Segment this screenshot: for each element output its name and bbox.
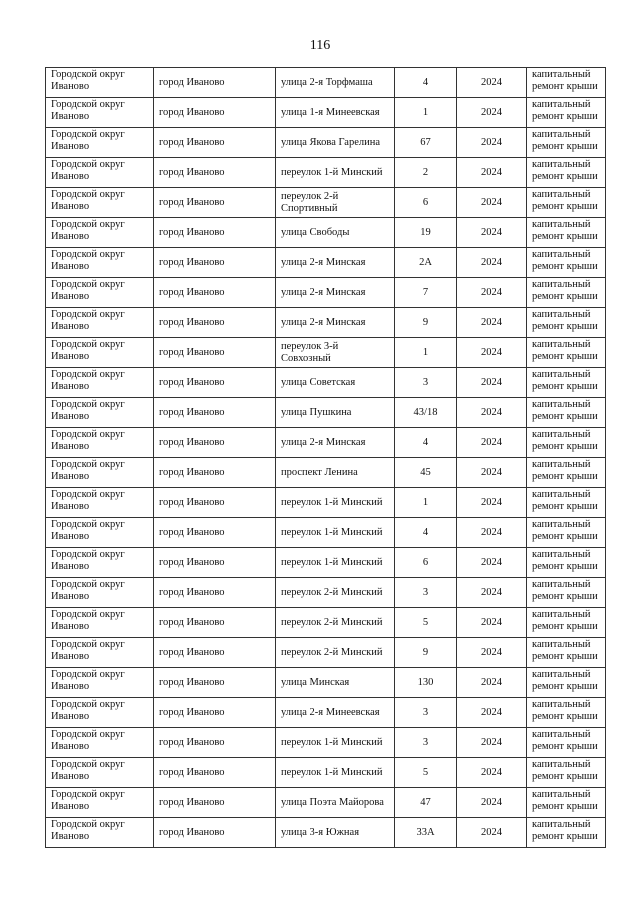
- year-cell: 2024: [457, 98, 527, 128]
- house-number-cell: 2: [395, 158, 457, 188]
- year-cell: 2024: [457, 308, 527, 338]
- work-type-cell: капитальный ремонт крыши: [527, 218, 606, 248]
- house-number-cell: 9: [395, 638, 457, 668]
- house-number-cell: 9: [395, 308, 457, 338]
- street-cell: улица 2-я Торфмаша: [276, 68, 395, 98]
- table-row: [46, 68, 606, 98]
- city-cell: город Иваново: [154, 188, 276, 218]
- work-type-cell: капитальный ремонт крыши: [527, 278, 606, 308]
- table-row: [46, 158, 606, 188]
- city-cell: город Иваново: [154, 338, 276, 368]
- year-cell: 2024: [457, 458, 527, 488]
- house-number-cell: 7: [395, 278, 457, 308]
- district-cell: Городской округ Иваново: [46, 248, 154, 278]
- district-cell: Городской округ Иваново: [46, 578, 154, 608]
- street-cell: улица Свободы: [276, 218, 395, 248]
- work-type-cell: капитальный ремонт крыши: [527, 458, 606, 488]
- year-cell: 2024: [457, 368, 527, 398]
- year-cell: 2024: [457, 218, 527, 248]
- table-row: [46, 638, 606, 668]
- table-row: [46, 278, 606, 308]
- district-cell: Городской округ Иваново: [46, 188, 154, 218]
- table-row: [46, 368, 606, 398]
- table-row: [46, 758, 606, 788]
- city-cell: город Иваново: [154, 428, 276, 458]
- table-row: [46, 188, 606, 218]
- work-type-cell: капитальный ремонт крыши: [527, 758, 606, 788]
- year-cell: 2024: [457, 668, 527, 698]
- house-number-cell: 5: [395, 608, 457, 638]
- city-cell: город Иваново: [154, 98, 276, 128]
- year-cell: 2024: [457, 638, 527, 668]
- house-number-cell: 4: [395, 68, 457, 98]
- table-row: [46, 728, 606, 758]
- city-cell: город Иваново: [154, 758, 276, 788]
- year-cell: 2024: [457, 608, 527, 638]
- city-cell: город Иваново: [154, 818, 276, 848]
- registry-table-body: [46, 68, 606, 848]
- table-row: [46, 128, 606, 158]
- district-cell: Городской округ Иваново: [46, 698, 154, 728]
- registry-table: [45, 67, 606, 848]
- street-cell: переулок 2-й Спортивный: [276, 188, 395, 218]
- city-cell: город Иваново: [154, 518, 276, 548]
- district-cell: Городской округ Иваново: [46, 818, 154, 848]
- city-cell: город Иваново: [154, 158, 276, 188]
- table-row: [46, 548, 606, 578]
- table-row: [46, 818, 606, 848]
- work-type-cell: капитальный ремонт крыши: [527, 68, 606, 98]
- street-cell: переулок 1-й Минский: [276, 758, 395, 788]
- city-cell: город Иваново: [154, 668, 276, 698]
- city-cell: город Иваново: [154, 698, 276, 728]
- district-cell: Городской округ Иваново: [46, 728, 154, 758]
- street-cell: переулок 3-й Совхозный: [276, 338, 395, 368]
- table-row: [46, 398, 606, 428]
- street-cell: улица 2-я Минская: [276, 248, 395, 278]
- district-cell: Городской округ Иваново: [46, 128, 154, 158]
- house-number-cell: 5: [395, 758, 457, 788]
- table-row: [46, 608, 606, 638]
- table-row: [46, 788, 606, 818]
- year-cell: 2024: [457, 728, 527, 758]
- city-cell: город Иваново: [154, 278, 276, 308]
- district-cell: Городской округ Иваново: [46, 98, 154, 128]
- work-type-cell: капитальный ремонт крыши: [527, 818, 606, 848]
- district-cell: Городской округ Иваново: [46, 458, 154, 488]
- table-row: [46, 248, 606, 278]
- house-number-cell: 19: [395, 218, 457, 248]
- house-number-cell: 1: [395, 488, 457, 518]
- house-number-cell: 6: [395, 548, 457, 578]
- house-number-cell: 4: [395, 428, 457, 458]
- table-row: [46, 458, 606, 488]
- table-row: [46, 338, 606, 368]
- city-cell: город Иваново: [154, 68, 276, 98]
- house-number-cell: 43/18: [395, 398, 457, 428]
- district-cell: Городской округ Иваново: [46, 308, 154, 338]
- house-number-cell: 3: [395, 368, 457, 398]
- district-cell: Городской округ Иваново: [46, 668, 154, 698]
- work-type-cell: капитальный ремонт крыши: [527, 668, 606, 698]
- table-row: [46, 218, 606, 248]
- table-row: [46, 668, 606, 698]
- house-number-cell: 3: [395, 578, 457, 608]
- work-type-cell: капитальный ремонт крыши: [527, 488, 606, 518]
- city-cell: город Иваново: [154, 368, 276, 398]
- city-cell: город Иваново: [154, 548, 276, 578]
- table-row: [46, 488, 606, 518]
- work-type-cell: капитальный ремонт крыши: [527, 188, 606, 218]
- work-type-cell: капитальный ремонт крыши: [527, 788, 606, 818]
- district-cell: Городской округ Иваново: [46, 338, 154, 368]
- table-row: [46, 518, 606, 548]
- year-cell: 2024: [457, 158, 527, 188]
- year-cell: 2024: [457, 698, 527, 728]
- table-row: [46, 308, 606, 338]
- house-number-cell: 130: [395, 668, 457, 698]
- street-cell: переулок 1-й Минский: [276, 518, 395, 548]
- table-row: [46, 98, 606, 128]
- city-cell: город Иваново: [154, 638, 276, 668]
- table-row: [46, 578, 606, 608]
- house-number-cell: 1: [395, 338, 457, 368]
- district-cell: Городской округ Иваново: [46, 428, 154, 458]
- work-type-cell: капитальный ремонт крыши: [527, 398, 606, 428]
- city-cell: город Иваново: [154, 218, 276, 248]
- street-cell: улица Минская: [276, 668, 395, 698]
- district-cell: Городской округ Иваново: [46, 638, 154, 668]
- city-cell: город Иваново: [154, 398, 276, 428]
- street-cell: переулок 2-й Минский: [276, 638, 395, 668]
- house-number-cell: 47: [395, 788, 457, 818]
- year-cell: 2024: [457, 188, 527, 218]
- street-cell: улица 2-я Минская: [276, 278, 395, 308]
- city-cell: город Иваново: [154, 788, 276, 818]
- house-number-cell: 67: [395, 128, 457, 158]
- year-cell: 2024: [457, 278, 527, 308]
- work-type-cell: капитальный ремонт крыши: [527, 608, 606, 638]
- page-number: 116: [309, 38, 331, 53]
- year-cell: 2024: [457, 788, 527, 818]
- house-number-cell: 45: [395, 458, 457, 488]
- street-cell: переулок 2-й Минский: [276, 608, 395, 638]
- house-number-cell: 2А: [395, 248, 457, 278]
- street-cell: проспект Ленина: [276, 458, 395, 488]
- work-type-cell: капитальный ремонт крыши: [527, 518, 606, 548]
- street-cell: улица Якова Гарелина: [276, 128, 395, 158]
- street-cell: переулок 1-й Минский: [276, 488, 395, 518]
- year-cell: 2024: [457, 758, 527, 788]
- city-cell: город Иваново: [154, 308, 276, 338]
- city-cell: город Иваново: [154, 608, 276, 638]
- street-cell: улица Поэта Майорова: [276, 788, 395, 818]
- street-cell: переулок 2-й Минский: [276, 578, 395, 608]
- district-cell: Городской округ Иваново: [46, 488, 154, 518]
- house-number-cell: 6: [395, 188, 457, 218]
- district-cell: Городской округ Иваново: [46, 758, 154, 788]
- work-type-cell: капитальный ремонт крыши: [527, 698, 606, 728]
- city-cell: город Иваново: [154, 578, 276, 608]
- city-cell: город Иваново: [154, 488, 276, 518]
- work-type-cell: капитальный ремонт крыши: [527, 728, 606, 758]
- work-type-cell: капитальный ремонт крыши: [527, 548, 606, 578]
- work-type-cell: капитальный ремонт крыши: [527, 368, 606, 398]
- house-number-cell: 4: [395, 518, 457, 548]
- city-cell: город Иваново: [154, 248, 276, 278]
- district-cell: Городской округ Иваново: [46, 398, 154, 428]
- work-type-cell: капитальный ремонт крыши: [527, 338, 606, 368]
- work-type-cell: капитальный ремонт крыши: [527, 98, 606, 128]
- year-cell: 2024: [457, 338, 527, 368]
- work-type-cell: капитальный ремонт крыши: [527, 128, 606, 158]
- year-cell: 2024: [457, 818, 527, 848]
- street-cell: переулок 1-й Минский: [276, 548, 395, 578]
- district-cell: Городской округ Иваново: [46, 368, 154, 398]
- work-type-cell: капитальный ремонт крыши: [527, 308, 606, 338]
- house-number-cell: 1: [395, 98, 457, 128]
- street-cell: улица 2-я Минская: [276, 428, 395, 458]
- district-cell: Городской округ Иваново: [46, 608, 154, 638]
- work-type-cell: капитальный ремонт крыши: [527, 428, 606, 458]
- street-cell: улица 1-я Минеевская: [276, 98, 395, 128]
- district-cell: Городской округ Иваново: [46, 278, 154, 308]
- street-cell: улица 3-я Южная: [276, 818, 395, 848]
- year-cell: 2024: [457, 428, 527, 458]
- year-cell: 2024: [457, 68, 527, 98]
- table-row: [46, 428, 606, 458]
- district-cell: Городской округ Иваново: [46, 218, 154, 248]
- district-cell: Городской округ Иваново: [46, 788, 154, 818]
- street-cell: переулок 1-й Минский: [276, 158, 395, 188]
- year-cell: 2024: [457, 548, 527, 578]
- year-cell: 2024: [457, 398, 527, 428]
- district-cell: Городской округ Иваново: [46, 548, 154, 578]
- table-row: [46, 698, 606, 728]
- year-cell: 2024: [457, 128, 527, 158]
- work-type-cell: капитальный ремонт крыши: [527, 578, 606, 608]
- house-number-cell: 3: [395, 728, 457, 758]
- street-cell: переулок 1-й Минский: [276, 728, 395, 758]
- city-cell: город Иваново: [154, 128, 276, 158]
- street-cell: улица Советская: [276, 368, 395, 398]
- district-cell: Городской округ Иваново: [46, 518, 154, 548]
- house-number-cell: 33А: [395, 818, 457, 848]
- year-cell: 2024: [457, 248, 527, 278]
- street-cell: улица Пушкина: [276, 398, 395, 428]
- year-cell: 2024: [457, 518, 527, 548]
- district-cell: Городской округ Иваново: [46, 158, 154, 188]
- district-cell: Городской округ Иваново: [46, 68, 154, 98]
- city-cell: город Иваново: [154, 458, 276, 488]
- street-cell: улица 2-я Минская: [276, 308, 395, 338]
- work-type-cell: капитальный ремонт крыши: [527, 248, 606, 278]
- year-cell: 2024: [457, 488, 527, 518]
- house-number-cell: 3: [395, 698, 457, 728]
- work-type-cell: капитальный ремонт крыши: [527, 158, 606, 188]
- year-cell: 2024: [457, 578, 527, 608]
- city-cell: город Иваново: [154, 728, 276, 758]
- street-cell: улица 2-я Минеевская: [276, 698, 395, 728]
- work-type-cell: капитальный ремонт крыши: [527, 638, 606, 668]
